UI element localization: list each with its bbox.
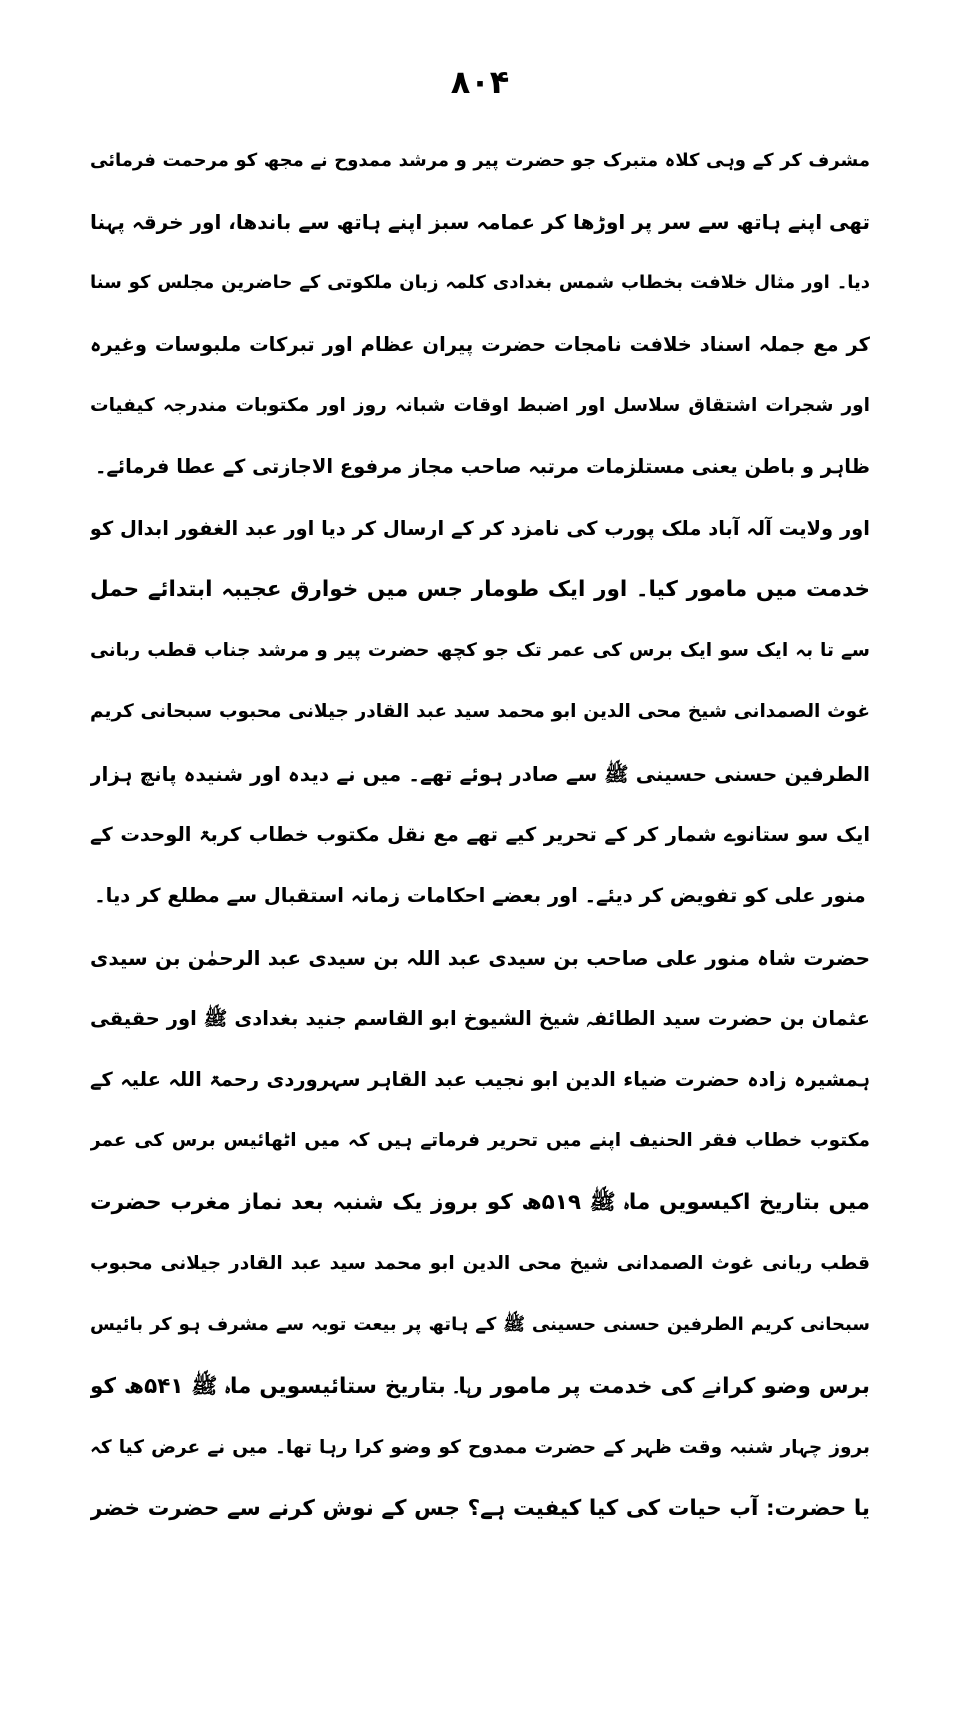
text-line bbox=[90, 682, 870, 743]
text-line bbox=[90, 804, 870, 865]
text-line bbox=[90, 1172, 870, 1233]
text-line bbox=[90, 743, 870, 804]
text-line-content: اور شجرات اشتقاق سلاسل اور اضبط اوقات شبانہ روز اور مکتوبات مندرجہ کیفیات bbox=[90, 394, 870, 416]
text-line-content: مشرف کر کے وہی کلاہ متبرک جو حضرت پیر و مرشد ممدوح نے مجھ کو مرحمت فرمائی bbox=[90, 149, 870, 171]
text-line bbox=[90, 1049, 870, 1110]
text-line-content: یا حضرت: آب حیات کی کیا کیفیت ہے؟ جس کے نوش کرنے سے حضرت خضر bbox=[90, 1496, 870, 1522]
text-line bbox=[90, 375, 870, 436]
text-line bbox=[90, 620, 870, 681]
text-line-content: ظاہر و باطن یعنی مستلزمات مرتبہ صاحب مجاز مرفوع الاجازتی کے عطا فرمائے۔ bbox=[94, 455, 870, 479]
text-line bbox=[90, 498, 870, 559]
text-line-content: اور ولایت آلہ آباد ملک پورب کی نامزد کر کے ارسال کر دیا اور عبد الغفور ابدال کو bbox=[90, 516, 870, 540]
text-line bbox=[90, 1479, 870, 1540]
text-line-content: منور علی کو تفویض کر دیئے۔ اور بعضے احکامات زمانہ استقبال سے مطلع کر دیا۔ bbox=[94, 884, 866, 908]
text-line-content: قطب ربانی غوث الصمدانی شیخ محی الدین ابو محمد سید عبد القادر جیلانی محبوب bbox=[90, 1252, 870, 1274]
text-line bbox=[90, 1233, 870, 1294]
text-line-content: مکتوب خطاب فقر الحنیف اپنے میں تحریر فرماتے ہیں کہ میں اٹھائیس برس کی عمر bbox=[90, 1130, 870, 1152]
text-line-content: دیا۔ اور مثال خلافت بخطاب شمس بغدادی کلمہ زبان ملکوتی کے حاضرین مجلس کو سنا bbox=[90, 272, 870, 294]
text-line-content: عثمان بن حضرت سید الطائفہ شیخ الشیوخ ابو القاسم جنید بغدادی ﷺ اور حقیقی bbox=[90, 1007, 870, 1031]
text-line bbox=[90, 1356, 870, 1417]
text-line-content: ایک سو ستانوے شمار کر کے تحریر کیے تھے مع نقل مکتوب خطاب کربۃ الوحدت کے bbox=[90, 823, 870, 847]
page-number: ۸۰۴ bbox=[450, 63, 510, 101]
text-line-content: کر مع جملہ اسناد خلافت نامجات حضرت پیران عظام اور تبرکات ملبوسات وغیرہ bbox=[90, 332, 870, 356]
text-line bbox=[90, 314, 870, 375]
urdu-text-body bbox=[90, 130, 870, 1540]
text-line bbox=[90, 436, 870, 497]
text-line-content: سبحانی کریم الطرفین حسنی حسینی ﷺ کے ہاتھ پر بیعت توبہ سے مشرف ہو کر بائیس bbox=[90, 1314, 870, 1336]
text-line-content: غوث الصمدانی شیخ محی الدین ابو محمد سید عبد القادر جیلانی محبوب سبحانی کریم bbox=[90, 701, 870, 723]
text-line-content: حضرت شاہ منور علی صاحب بن سیدی عبد اللہ بن سیدی عبد الرحمٰن بن سیدی bbox=[90, 945, 870, 970]
text-line-content: میں بتاریخ اکیسویں ماہ ﷺ ۵۱۹ھ کو بروز یک شنبہ بعد نماز مغرب حضرت bbox=[90, 1189, 870, 1215]
text-line bbox=[90, 927, 870, 988]
text-line-content: الطرفین حسنی حسینی ﷺ سے صادر ہوئے تھے۔ میں نے دیدہ اور شنیدہ پانچ ہزار bbox=[90, 761, 870, 786]
text-line bbox=[90, 1111, 870, 1172]
text-line-content: تھی اپنے ہاتھ سے سر پر اوڑھا کر عمامہ سبز اپنے ہاتھ سے باندھا، اور خرقہ پہنا bbox=[90, 209, 870, 234]
text-line bbox=[90, 866, 870, 927]
text-line-content: ہمشیرہ زادہ حضرت ضیاء الدین ابو نجیب عبد القاہر سہروردی رحمۃ اللہ علیہ کے bbox=[90, 1068, 870, 1092]
text-line bbox=[90, 253, 870, 314]
text-line bbox=[90, 191, 870, 252]
text-line-content: سے تا بہ ایک سو ایک برس کی عمر تک جو کچھ حضرت پیر و مرشد جناب قطب ربانی bbox=[90, 639, 870, 661]
text-line bbox=[90, 988, 870, 1049]
text-line bbox=[90, 130, 870, 191]
text-line-content: خدمت میں مامور کیا۔ اور ایک طومار جس میں خوارق عجیبہ ابتدائے حمل bbox=[90, 576, 870, 602]
text-line bbox=[90, 1417, 870, 1478]
text-line bbox=[90, 559, 870, 620]
text-line-content: بروز چہار شنبہ وقت ظہر کے حضرت ممدوح کو وضو کرا رہا تھا۔ میں نے عرض کیا کہ bbox=[90, 1436, 870, 1458]
text-line-content: برس وضو کرانے کی خدمت پر مامور رہا۔ بتاریخ ستائیسویں ماہ ﷺ ۵۴۱ھ کو bbox=[90, 1373, 870, 1399]
text-line bbox=[90, 1295, 870, 1356]
